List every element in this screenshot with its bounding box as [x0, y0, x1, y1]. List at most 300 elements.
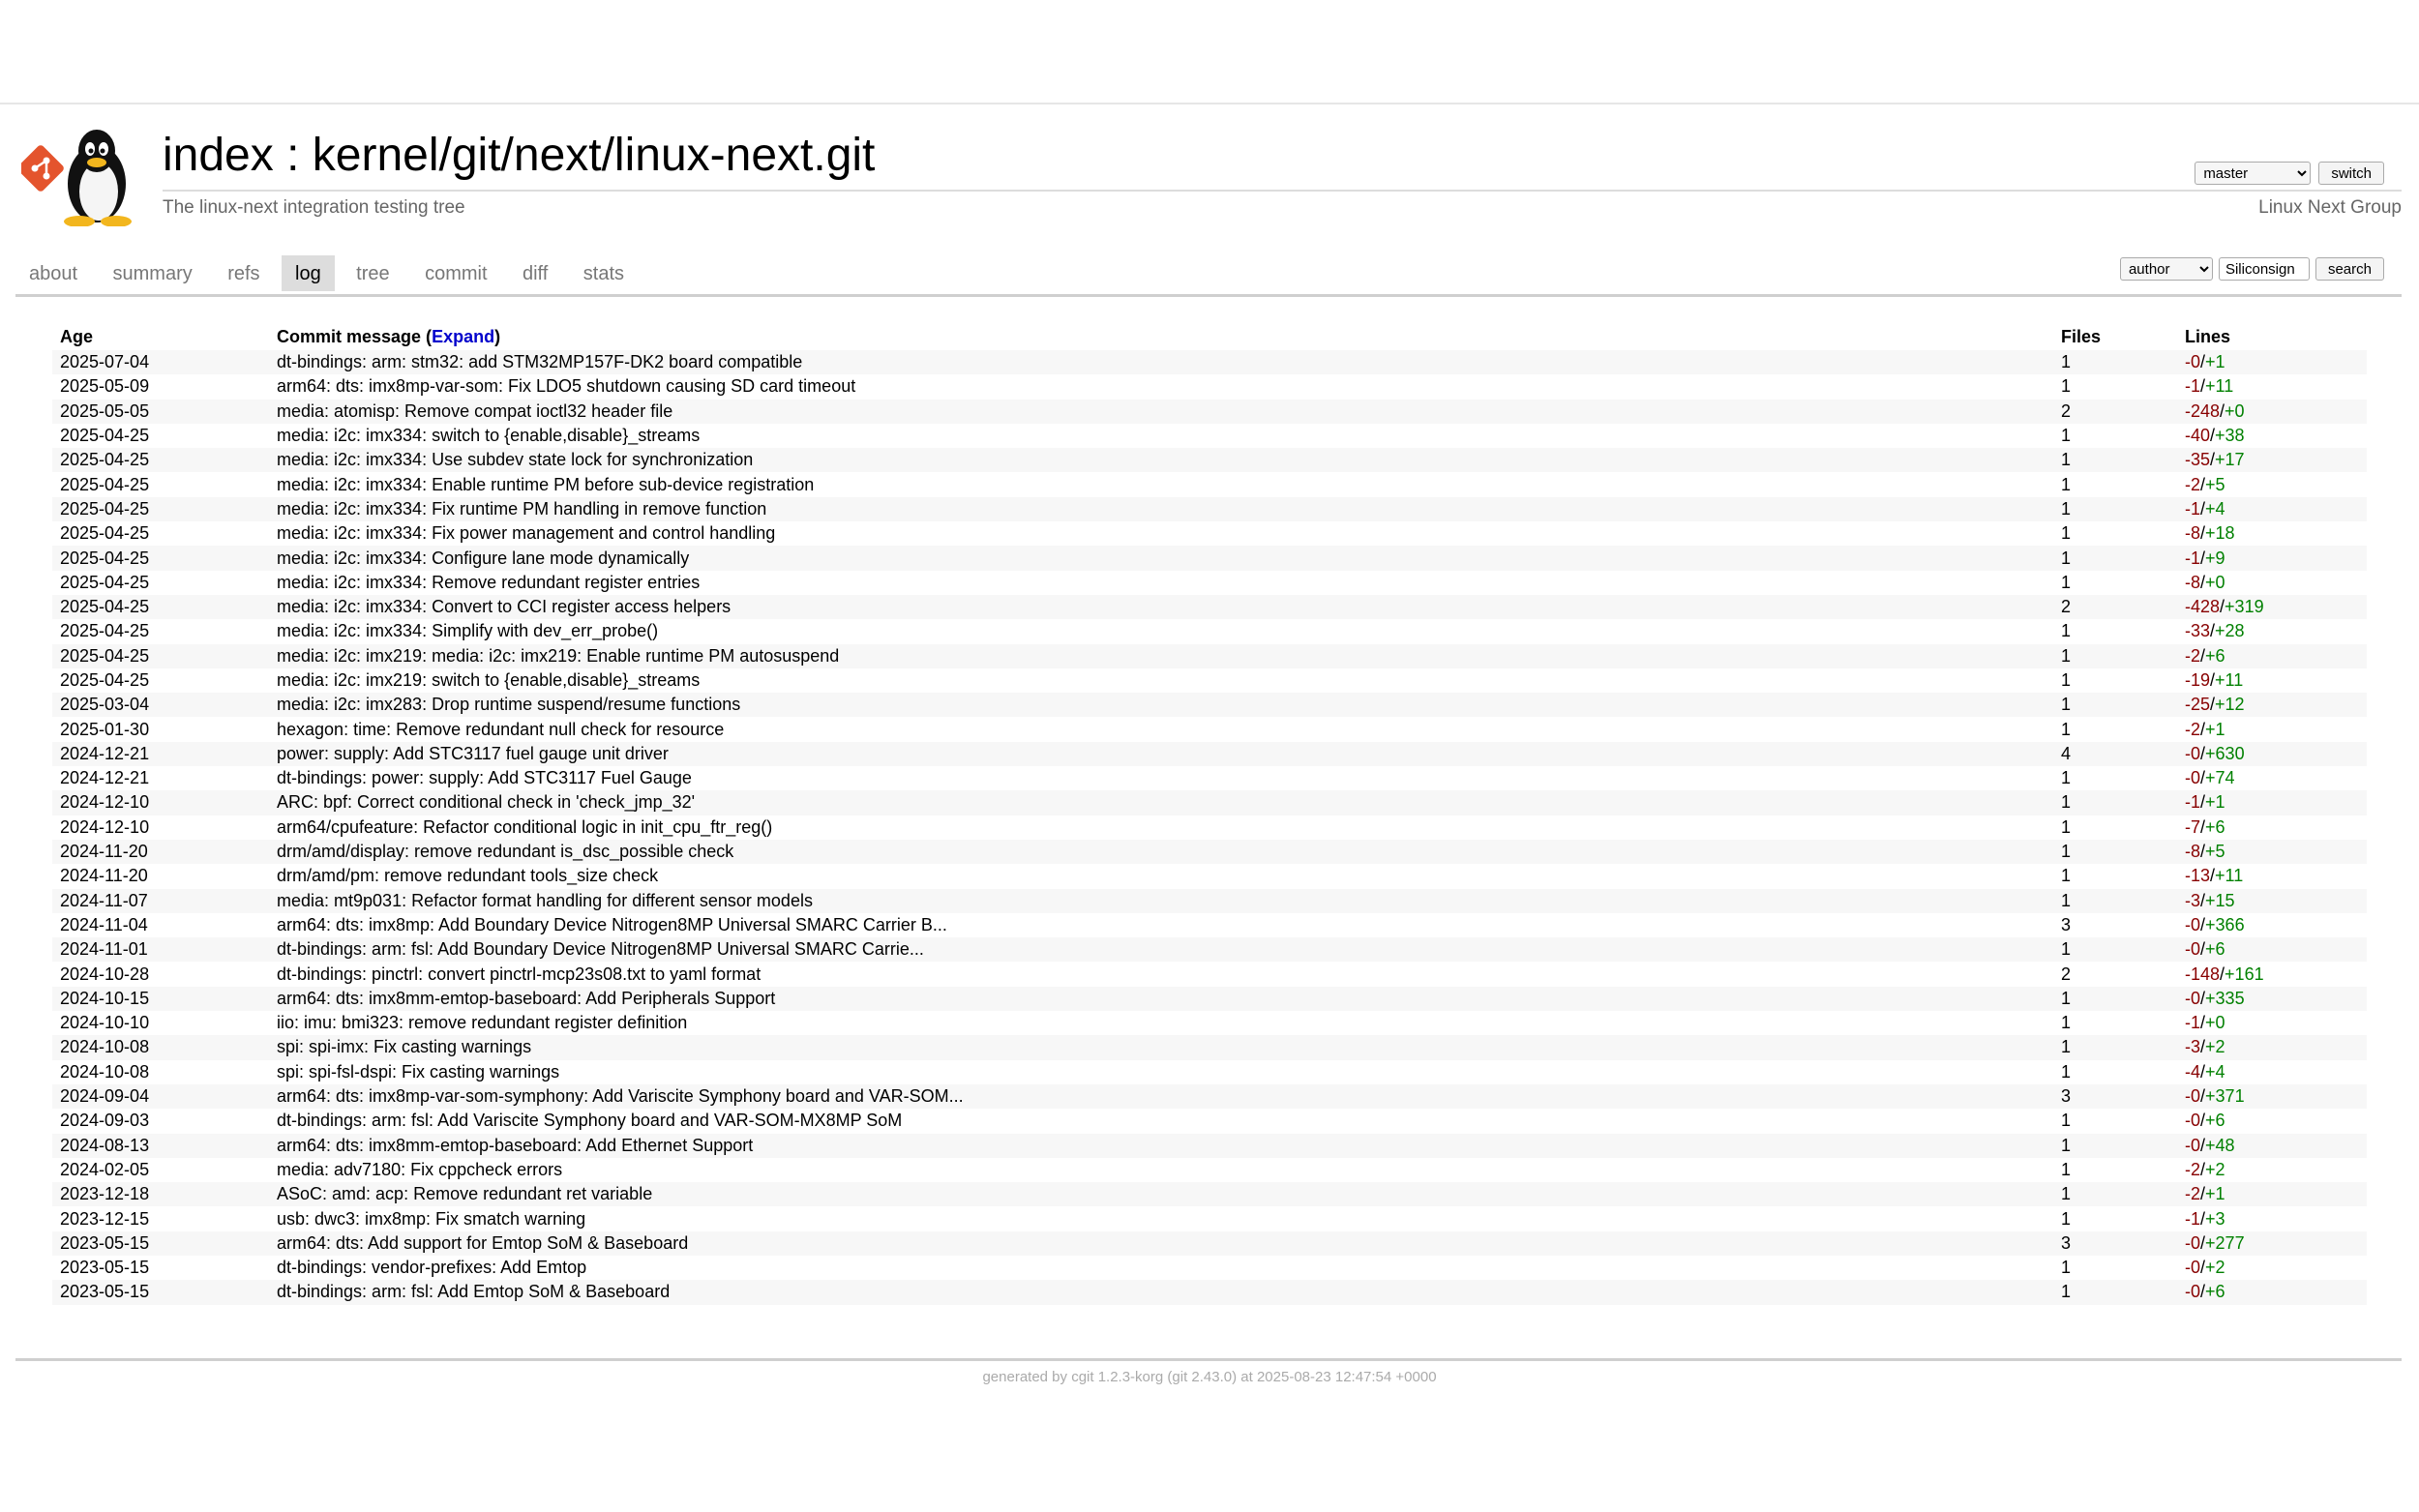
commit-age: 2025-04-25: [60, 523, 150, 544]
lines-added: +161: [2225, 964, 2264, 984]
commit-lines: -0/+6: [2185, 939, 2225, 960]
table-row[interactable]: [52, 1280, 2367, 1304]
commit-age: 2025-05-05: [60, 400, 150, 421]
commit-message-link[interactable]: drm/amd/display: remove redundant is_dsc_possible check: [277, 842, 734, 862]
table-row[interactable]: [52, 1060, 2367, 1084]
search-input[interactable]: [2219, 257, 2310, 281]
commit-lines: -40/+38: [2185, 426, 2245, 446]
lines-deleted: -428: [2185, 597, 2221, 617]
tab-tree[interactable]: tree: [356, 263, 390, 284]
commit-age: 2024-12-10: [60, 816, 150, 837]
commit-message-link[interactable]: dt-bindings: arm: fsl: Add Emtop SoM & Baseboard: [277, 1282, 671, 1302]
commit-lines: -1/+0: [2185, 1013, 2225, 1033]
tab-summary[interactable]: summary: [112, 263, 193, 284]
table-row[interactable]: [52, 693, 2367, 717]
commit-files: 1: [2061, 1037, 2072, 1057]
commit-files: 1: [2061, 1013, 2072, 1033]
git-tux-logo-icon[interactable]: [21, 122, 149, 226]
commit-files: 1: [2061, 988, 2072, 1008]
commit-lines: -2/+1: [2185, 1184, 2225, 1204]
lines-deleted: -248: [2185, 400, 2221, 421]
lines-added: +1: [2205, 352, 2225, 372]
commit-files: 3: [2061, 914, 2072, 934]
lines-added: +1: [2205, 792, 2225, 813]
lines-deleted: -1: [2185, 1208, 2201, 1229]
table-header-row: [52, 323, 2367, 350]
commit-age: 2024-10-28: [60, 964, 150, 984]
commit-lines: -248/+0: [2185, 400, 2245, 421]
commit-message-link[interactable]: arm64: dts: imx8mp: Add Boundary Device Nitrogen8MP Universal SMARC Carrier B...: [277, 914, 947, 934]
lines-deleted: -25: [2185, 695, 2211, 715]
table-row[interactable]: [52, 962, 2367, 986]
table-row[interactable]: [52, 1256, 2367, 1280]
lines-added: +2: [2205, 1258, 2225, 1278]
lines-added: +4: [2205, 498, 2225, 519]
commit-message-link[interactable]: dt-bindings: arm: fsl: Add Variscite Symphony board and VAR-SOM-MX8MP SoM: [277, 1111, 903, 1131]
lines-deleted: -0: [2185, 988, 2201, 1008]
commit-age: 2024-08-13: [60, 1135, 150, 1155]
header-divider: [163, 190, 2402, 192]
commit-lines: -7/+6: [2185, 816, 2225, 837]
commit-files: 2: [2061, 597, 2072, 617]
commit-message-link[interactable]: media: i2c: imx334: Remove redundant register entries: [277, 572, 701, 592]
table-row[interactable]: [52, 644, 2367, 668]
commit-age: 2024-11-04: [60, 914, 148, 934]
title-prefix: index :: [163, 130, 313, 181]
lines-deleted: -8: [2185, 523, 2201, 544]
repo-description: The linux-next integration testing tree: [163, 197, 465, 218]
lines-added: +6: [2205, 1282, 2225, 1302]
commit-message-link[interactable]: arm64/cpufeature: Refactor conditional logic in init_cpu_ftr_reg(): [277, 816, 773, 837]
commit-lines: -35/+17: [2185, 450, 2245, 470]
lines-added: +12: [2215, 695, 2245, 715]
commit-files: 1: [2061, 645, 2072, 666]
commit-message-link[interactable]: media: i2c: imx283: Drop runtime suspend/resume functions: [277, 695, 741, 715]
commit-message-link[interactable]: media: i2c: imx334: Configure lane mode dynamically: [277, 548, 690, 568]
lines-added: +3: [2205, 1208, 2225, 1229]
lines-added: +366: [2205, 914, 2245, 934]
commit-lines: -0/+371: [2185, 1086, 2245, 1107]
commit-lines: -1/+9: [2185, 548, 2225, 568]
lines-added: +277: [2205, 1232, 2245, 1253]
lines-deleted: -8: [2185, 572, 2201, 592]
commit-files: 1: [2061, 1111, 2072, 1131]
commit-age: 2025-01-30: [60, 719, 150, 739]
lines-added: +5: [2205, 842, 2225, 862]
tab-about[interactable]: about: [29, 263, 78, 284]
lines-added: +0: [2205, 1013, 2225, 1033]
commit-age: 2025-04-25: [60, 474, 150, 494]
commit-lines: -0/+366: [2185, 914, 2245, 934]
lines-added: +6: [2205, 1111, 2225, 1131]
commit-message-link[interactable]: media: i2c: imx219: media: i2c: imx219: Enable runtime PM autosuspend: [277, 645, 840, 666]
commit-lines: -0/+2: [2185, 1258, 2225, 1278]
commit-age: 2024-10-08: [60, 1037, 150, 1057]
commit-age: 2024-11-01: [60, 939, 148, 960]
commit-age: 2024-12-21: [60, 768, 150, 788]
commit-files: 1: [2061, 890, 2072, 910]
commit-age: 2025-05-09: [60, 376, 150, 397]
table-row[interactable]: [52, 1035, 2367, 1059]
lines-deleted: -0: [2185, 1086, 2201, 1107]
commit-message-link[interactable]: arm64: dts: imx8mm-emtop-baseboard: Add Ethernet Support: [277, 1135, 754, 1155]
lines-deleted: -33: [2185, 621, 2211, 641]
commit-message-link[interactable]: hexagon: time: Remove redundant null check for resource: [277, 719, 725, 739]
commit-age: 2025-04-25: [60, 597, 150, 617]
repo-owner: Linux Next Group: [2258, 197, 2402, 218]
tab-refs[interactable]: refs: [227, 263, 260, 284]
commit-age: 2025-04-25: [60, 572, 150, 592]
table-row[interactable]: [52, 1158, 2367, 1182]
lines-added: +38: [2215, 426, 2245, 446]
tab-diff[interactable]: diff: [522, 263, 549, 284]
commit-files: 1: [2061, 1159, 2072, 1179]
commit-files: 1: [2061, 792, 2072, 813]
commit-message-link[interactable]: arm64: dts: imx8mp-var-som: Fix LDO5 shutdown causing SD card timeout: [277, 376, 856, 397]
table-row[interactable]: [52, 1134, 2367, 1158]
commit-files: 1: [2061, 1208, 2072, 1229]
commit-lines: -1/+1: [2185, 792, 2225, 813]
lines-deleted: -0: [2185, 1111, 2201, 1131]
lines-deleted: -1: [2185, 792, 2201, 813]
commit-files: 1: [2061, 572, 2072, 592]
table-row[interactable]: [52, 497, 2367, 521]
lines-deleted: -35: [2185, 450, 2211, 470]
commit-files: 1: [2061, 768, 2072, 788]
lines-deleted: -148: [2185, 964, 2221, 984]
branch-select[interactable]: [2195, 162, 2311, 185]
lines-added: +28: [2215, 621, 2245, 641]
commit-lines: -2/+6: [2185, 645, 2225, 666]
commit-message-link[interactable]: media: i2c: imx334: Fix runtime PM handling in remove function: [277, 498, 767, 519]
commit-message-link[interactable]: media: mt9p031: Refactor format handling for different sensor models: [277, 890, 813, 910]
lines-added: +11: [2215, 670, 2244, 690]
commit-files: 1: [2061, 352, 2072, 372]
commit-message-link[interactable]: arm64: dts: imx8mp-var-som-symphony: Add Variscite Symphony board and VAR-SOM...: [277, 1086, 964, 1107]
lines-deleted: -1: [2185, 376, 2201, 397]
commit-age: 2023-05-15: [60, 1282, 150, 1302]
commit-message-link[interactable]: dt-bindings: power: supply: Add STC3117 Fuel Gauge: [277, 768, 692, 788]
table-row[interactable]: [52, 766, 2367, 790]
lines-added: +15: [2205, 890, 2235, 910]
commit-message-link[interactable]: ARC: bpf: Correct conditional check in 'check_jmp_32': [277, 792, 696, 813]
commit-message-link[interactable]: media: i2c: imx334: Use subdev state lock for synchronization: [277, 450, 754, 470]
commit-message-link[interactable]: dt-bindings: arm: stm32: add STM32MP157F-DK2 board compatible: [277, 352, 803, 372]
commit-lines: -2/+1: [2185, 719, 2225, 739]
commit-lines: -1/+3: [2185, 1208, 2225, 1229]
lines-deleted: -0: [2185, 1232, 2201, 1253]
commit-files: 2: [2061, 964, 2072, 984]
commit-message-link[interactable]: dt-bindings: arm: fsl: Add Boundary Device Nitrogen8MP Universal SMARC Carrie...: [277, 939, 924, 960]
lines-header: Lines: [2185, 326, 2231, 346]
commit-message-link[interactable]: media: i2c: imx334: Simplify with dev_err_probe(): [277, 621, 659, 641]
commit-lines: -0/+48: [2185, 1135, 2235, 1155]
search-button[interactable]: search: [2315, 257, 2384, 281]
commit-files: 1: [2061, 1061, 2072, 1082]
commit-message-link[interactable]: power: supply: Add STC3117 fuel gauge unit driver: [277, 743, 669, 763]
lines-deleted: -0: [2185, 352, 2201, 372]
lines-added: +4: [2205, 1061, 2225, 1082]
table-row[interactable]: [52, 1109, 2367, 1133]
commit-message-link[interactable]: spi: spi-fsl-dspi: Fix casting warnings: [277, 1061, 560, 1082]
search-field-select[interactable]: [2120, 257, 2213, 281]
table-row[interactable]: [52, 987, 2367, 1011]
commit-lines: -0/+630: [2185, 743, 2245, 763]
table-row[interactable]: [52, 350, 2367, 374]
lines-deleted: -4: [2185, 1061, 2201, 1082]
commit-log-table: [52, 323, 2367, 1305]
table-row[interactable]: [52, 1231, 2367, 1256]
lines-added: +48: [2205, 1135, 2235, 1155]
commit-lines: -25/+12: [2185, 695, 2245, 715]
commit-message-link[interactable]: arm64: dts: Add support for Emtop SoM & Baseboard: [277, 1232, 689, 1253]
commit-message-link[interactable]: media: i2c: imx334: Convert to CCI register access helpers: [277, 597, 732, 617]
repo-name[interactable]: kernel/git/next/linux-next.git: [312, 130, 876, 181]
lines-deleted: -2: [2185, 1184, 2201, 1204]
commit-age: 2025-07-04: [60, 352, 150, 372]
commit-age: 2025-04-25: [60, 548, 150, 568]
lines-added: +74: [2205, 768, 2235, 788]
commit-age: 2024-10-10: [60, 1013, 150, 1033]
commit-files: 1: [2061, 621, 2072, 641]
commit-lines: -3/+15: [2185, 890, 2235, 910]
lines-deleted: -2: [2185, 474, 2201, 494]
commit-lines: -148/+161: [2185, 964, 2264, 984]
footer-divider: [15, 1358, 2402, 1361]
table-row[interactable]: [52, 1011, 2367, 1035]
lines-added: +371: [2205, 1086, 2245, 1107]
commit-lines: -3/+2: [2185, 1037, 2225, 1057]
page-title: [163, 129, 875, 182]
commit-age: 2025-04-25: [60, 621, 150, 641]
nav-tabs: [15, 255, 2402, 297]
lines-deleted: -0: [2185, 768, 2201, 788]
lines-added: +11: [2205, 376, 2234, 397]
lines-deleted: -13: [2185, 866, 2211, 886]
lines-deleted: -19: [2185, 670, 2211, 690]
footer-text: generated by cgit 1.2.3-korg (git 2.43.0) at 2025-08-23 12:47:54 +0000: [982, 1369, 1437, 1385]
lines-added: +11: [2215, 866, 2244, 886]
table-row[interactable]: [52, 424, 2367, 448]
commit-age: 2024-10-08: [60, 1061, 150, 1082]
lines-deleted: -3: [2185, 890, 2201, 910]
commit-age: 2024-11-20: [60, 842, 148, 862]
commit-age: 2024-10-15: [60, 988, 150, 1008]
commit-lines: -2/+2: [2185, 1159, 2225, 1179]
commit-files: 1: [2061, 939, 2072, 960]
commit-age: 2023-05-15: [60, 1258, 150, 1278]
lines-added: +9: [2205, 548, 2225, 568]
lines-added: +0: [2225, 400, 2245, 421]
commit-files: 1: [2061, 1184, 2072, 1204]
lines-deleted: -8: [2185, 842, 2201, 862]
table-row[interactable]: [52, 937, 2367, 962]
lines-added: +630: [2205, 743, 2245, 763]
lines-deleted: -2: [2185, 645, 2201, 666]
commit-lines: -13/+11: [2185, 866, 2244, 886]
lines-deleted: -1: [2185, 548, 2201, 568]
switch-button[interactable]: switch: [2318, 162, 2384, 185]
commit-message-link[interactable]: media: i2c: imx334: Enable runtime PM before sub-device registration: [277, 474, 815, 494]
commit-age: 2024-12-21: [60, 743, 150, 763]
table-row[interactable]: [52, 472, 2367, 496]
lines-deleted: -7: [2185, 816, 2201, 837]
lines-deleted: -0: [2185, 914, 2201, 934]
table-row[interactable]: [52, 840, 2367, 864]
tab-log[interactable]: log: [282, 255, 335, 291]
tab-stats[interactable]: stats: [582, 263, 625, 284]
commit-message-link[interactable]: ASoC: amd: acp: Remove redundant ret variable: [277, 1184, 653, 1204]
lines-deleted: -0: [2185, 1258, 2201, 1278]
commit-files: 1: [2061, 695, 2072, 715]
lines-deleted: -2: [2185, 1159, 2201, 1179]
commit-message-link[interactable]: media: atomisp: Remove compat ioctl32 header file: [277, 400, 673, 421]
message-header-close: ): [494, 326, 501, 346]
commit-files: 1: [2061, 816, 2072, 837]
commit-files: 2: [2061, 400, 2072, 421]
commit-age: 2023-12-18: [60, 1184, 150, 1204]
lines-deleted: -0: [2185, 1282, 2201, 1302]
commit-files: 1: [2061, 1282, 2072, 1302]
commit-files: 1: [2061, 426, 2072, 446]
table-row[interactable]: [52, 374, 2367, 399]
commit-lines: -33/+28: [2185, 621, 2245, 641]
commit-message-link[interactable]: dt-bindings: pinctrl: convert pinctrl-mcp23s08.txt to yaml format: [277, 964, 762, 984]
commit-message-link[interactable]: media: adv7180: Fix cppcheck errors: [277, 1159, 563, 1179]
lines-added: +6: [2205, 939, 2225, 960]
commit-age: 2023-12-15: [60, 1208, 150, 1229]
lines-added: +2: [2205, 1037, 2225, 1057]
table-row[interactable]: [52, 889, 2367, 913]
age-header: Age: [60, 326, 94, 346]
commit-lines: -1/+4: [2185, 498, 2225, 519]
commit-lines: -0/+277: [2185, 1232, 2245, 1253]
table-row[interactable]: [52, 913, 2367, 937]
lines-added: +1: [2205, 719, 2225, 739]
commit-age: 2024-02-05: [60, 1159, 150, 1179]
commit-log-body: [52, 350, 2367, 1305]
page-header: [0, 104, 2419, 298]
lines-added: +2: [2205, 1159, 2225, 1179]
commit-age: 2025-03-04: [60, 695, 150, 715]
lines-added: +0: [2205, 572, 2225, 592]
commit-message-link[interactable]: media: i2c: imx334: switch to {enable,disable}_streams: [277, 426, 701, 446]
commit-lines: -8/+0: [2185, 572, 2225, 592]
commit-message-link[interactable]: usb: dwc3: imx8mp: Fix smatch warning: [277, 1208, 586, 1229]
tab-commit[interactable]: commit: [425, 263, 488, 284]
commit-message-link[interactable]: iio: imu: bmi323: remove redundant register definition: [277, 1013, 688, 1033]
commit-files: 3: [2061, 1086, 2072, 1107]
table-row[interactable]: [52, 521, 2367, 546]
commit-files: 1: [2061, 842, 2072, 862]
commit-message-link[interactable]: spi: spi-imx: Fix casting warnings: [277, 1037, 532, 1057]
table-row[interactable]: [52, 571, 2367, 595]
commit-lines: -19/+11: [2185, 670, 2244, 690]
commit-message-link[interactable]: arm64: dts: imx8mm-emtop-baseboard: Add Peripherals Support: [277, 988, 776, 1008]
commit-lines: -0/+6: [2185, 1282, 2225, 1302]
commit-lines: -8/+18: [2185, 523, 2235, 544]
commit-lines: -8/+5: [2185, 842, 2225, 862]
commit-age: 2024-11-07: [60, 890, 148, 910]
commit-age: 2024-09-04: [60, 1086, 150, 1107]
lines-deleted: -1: [2185, 1013, 2201, 1033]
message-header: [269, 323, 2053, 350]
commit-age: 2025-04-25: [60, 498, 150, 519]
lines-deleted: -1: [2185, 498, 2201, 519]
lines-added: +6: [2205, 645, 2225, 666]
commit-age: 2024-12-10: [60, 792, 150, 813]
lines-deleted: -3: [2185, 1037, 2201, 1057]
expand-link[interactable]: Expand: [432, 326, 495, 346]
commit-files: 1: [2061, 376, 2072, 397]
search-form: [2120, 257, 2384, 281]
table-row[interactable]: [52, 1084, 2367, 1109]
commit-age: 2025-04-25: [60, 670, 150, 690]
commit-files: 1: [2061, 523, 2072, 544]
commit-age: 2024-11-20: [60, 866, 148, 886]
lines-added: +18: [2205, 523, 2235, 544]
commit-files: 1: [2061, 670, 2072, 690]
table-row[interactable]: [52, 619, 2367, 643]
lines-deleted: -2: [2185, 719, 2201, 739]
commit-message-link[interactable]: dt-bindings: vendor-prefixes: Add Emtop: [277, 1258, 587, 1278]
commit-age: 2025-04-25: [60, 645, 150, 666]
lines-deleted: -40: [2185, 426, 2211, 446]
message-header-label: Commit message (: [277, 326, 433, 346]
table-row[interactable]: [52, 790, 2367, 815]
commit-files: 1: [2061, 1258, 2072, 1278]
commit-age: 2025-04-25: [60, 450, 150, 470]
table-row[interactable]: [52, 595, 2367, 619]
commit-lines: -0/+335: [2185, 988, 2245, 1008]
commit-lines: -0/+1: [2185, 352, 2225, 372]
commit-files: 1: [2061, 719, 2072, 739]
commit-lines: -0/+74: [2185, 768, 2235, 788]
table-row[interactable]: [52, 742, 2367, 766]
commit-files: 1: [2061, 498, 2072, 519]
lines-added: +319: [2225, 597, 2264, 617]
commit-files: 1: [2061, 866, 2072, 886]
commit-files: 1: [2061, 450, 2072, 470]
lines-added: +6: [2205, 816, 2225, 837]
lines-added: +1: [2205, 1184, 2225, 1204]
table-row[interactable]: [52, 400, 2367, 424]
table-row[interactable]: [52, 1206, 2367, 1230]
branch-switch-form: [2195, 162, 2384, 185]
commit-files: 4: [2061, 743, 2072, 763]
table-row[interactable]: [52, 546, 2367, 570]
lines-deleted: -0: [2185, 743, 2201, 763]
commit-files: 1: [2061, 548, 2072, 568]
table-row[interactable]: [52, 864, 2367, 888]
table-row[interactable]: [52, 448, 2367, 472]
commit-age: 2025-04-25: [60, 426, 150, 446]
table-row[interactable]: [52, 815, 2367, 840]
commit-lines: -0/+6: [2185, 1111, 2225, 1131]
commit-message-link[interactable]: media: i2c: imx219: switch to {enable,disable}_streams: [277, 670, 701, 690]
lines-added: +17: [2215, 450, 2245, 470]
lines-deleted: -0: [2185, 939, 2201, 960]
table-row[interactable]: [52, 1182, 2367, 1206]
commit-message-link[interactable]: media: i2c: imx334: Fix power management and control handling: [277, 523, 776, 544]
table-row[interactable]: [52, 717, 2367, 741]
commit-message-link[interactable]: drm/amd/pm: remove redundant tools_size check: [277, 866, 659, 886]
table-row[interactable]: [52, 668, 2367, 693]
lines-added: +5: [2205, 474, 2225, 494]
commit-lines: -1/+11: [2185, 376, 2234, 397]
commit-lines: -2/+5: [2185, 474, 2225, 494]
commit-files: 3: [2061, 1232, 2072, 1253]
